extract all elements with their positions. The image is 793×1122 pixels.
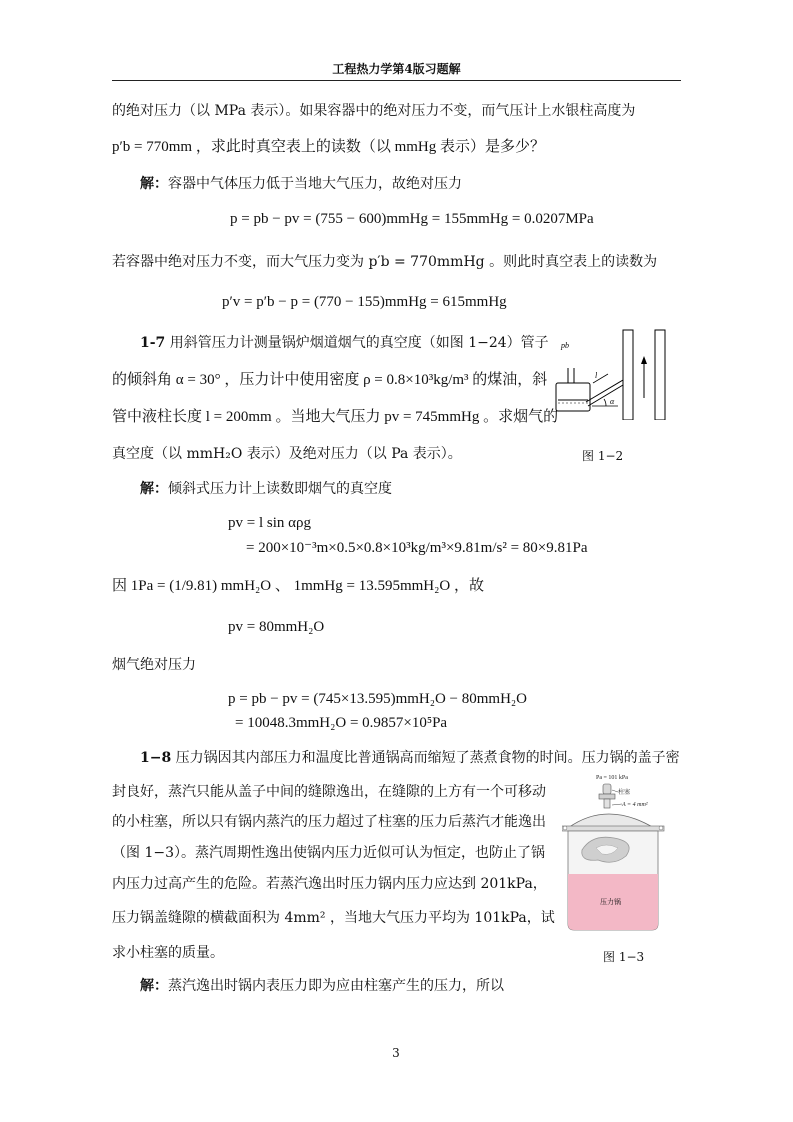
solution-line <box>140 174 462 194</box>
problem-line <box>140 748 680 768</box>
label-pb: pb <box>561 341 569 350</box>
solution-line <box>140 976 504 996</box>
figure-inclined-manometer <box>548 328 678 420</box>
equation: p′v = p′b − p = (770 − 155)mmHg = 615mmHg <box>222 294 507 310</box>
problem-text: 用斜管压力计测量锅炉烟道烟气的真空度（如图 1−24）管子 <box>165 335 549 351</box>
solution-label: 解： <box>140 176 168 192</box>
solution-text: 蒸汽逸出时锅内表压力即为应由柱塞产生的压力，所以 <box>168 978 504 994</box>
solution-label: 解： <box>140 978 168 994</box>
problem-line <box>140 333 549 353</box>
equation: p = pb − pv = (745×13.595)mmH₂O − 80mmH₂O <box>228 691 527 707</box>
problem-number: 1−8 <box>140 750 172 766</box>
text-line: 管中液柱长度 l = 200mm 。当地大气压力 pv = 745mmHg 。求烟气的 <box>112 409 559 425</box>
header-rule <box>112 80 681 81</box>
problem-number: 1-7 <box>140 335 166 351</box>
running-header: 工程热力学第4版习题解 <box>332 62 461 76</box>
text-line: 内压力过高产生的危险。若蒸汽逸出时压力锅内压力应达到 201kPa， <box>112 876 547 892</box>
label-cooker: 压力锅 <box>600 899 621 906</box>
text-line: 若容器中绝对压力不变，而大气压力变为 p′b = 770mmHg 。则此时真空表上的读数为 <box>112 254 658 270</box>
solution-text: 倾斜式压力计上读数即烟气的真空度 <box>168 481 392 497</box>
problem-text: 压力锅因其内部压力和温度比普通锅高而缩短了蒸煮食物的时间。压力锅的盖子密 <box>171 750 680 766</box>
text-line: （图 1−3）。蒸汽周期性逸出使锅内压力近似可认为恒定，也防止了锅 <box>112 845 545 861</box>
text-line: 的绝对压力（以 MPa 表示）。如果容器中的绝对压力不变，而气压计上水银柱高度为 <box>112 103 636 119</box>
equation: = 200×10⁻³m×0.5×0.8×10³kg/m³×9.81m/s² = 80×9.81Pa <box>246 540 588 556</box>
text-line: p′b = 770mm ，求此时真空表上的读数（以 mmHg 表示）是多少？ <box>112 139 545 155</box>
solution-label: 解： <box>140 481 168 497</box>
text-line: 压力锅盖缝隙的横截面积为 4mm² ，当地大气压力平均为 101kPa，试 <box>112 910 555 926</box>
equation: = 10048.3mmH₂O = 0.9857×10⁵Pa <box>235 715 448 731</box>
equation: pv = 80mmH₂O <box>228 619 325 635</box>
text-line: 求小柱塞的质量。 <box>112 945 224 961</box>
label-plunger: 柱塞 <box>618 790 631 796</box>
plunger-icon <box>603 784 611 794</box>
text-line: 的倾斜角 α = 30° ，压力计中使用密度 ρ = 0.8×10³kg/m³ 的煤油，斜 <box>112 372 548 388</box>
text-line: 真空度（以 mmH₂O 表示）及绝对压力（以 Pa 表示）。 <box>112 446 462 462</box>
page-number: 3 <box>392 1046 400 1060</box>
equation: p = pb − pv = (755 − 600)mmHg = 155mmHg = 0.0207MPa <box>230 211 594 227</box>
text-line: 烟气绝对压力 <box>112 657 196 673</box>
label-alpha: α <box>610 397 615 406</box>
text-line: 的小柱塞，所以只有锅内蒸汽的压力超过了柱塞的压力后蒸汽才能逸出 <box>112 814 546 830</box>
solution-text: 容器中气体压力低于当地大气压力，故绝对压力 <box>168 176 462 192</box>
figure-caption: 图 1−3 <box>603 950 645 964</box>
label-l: l <box>595 371 598 380</box>
figure-caption: 图 1−2 <box>582 449 624 463</box>
label-atmospheric-pressure: Pa = 101 kPa <box>596 775 628 781</box>
text-line: 封良好，蒸汽只能从盖子中间的缝隙逸出，在缝隙的上方有一个可移动 <box>112 784 546 800</box>
equation: pv = l sin αρg <box>228 515 311 531</box>
solution-line <box>140 479 392 499</box>
equation: 因 1Pa = (1/9.81) mmH₂O 、 1mmHg = 13.595mmH₂O ，故 <box>112 578 484 594</box>
figure-pressure-cooker <box>562 768 672 932</box>
label-area: A = 4 mm² <box>622 802 648 808</box>
